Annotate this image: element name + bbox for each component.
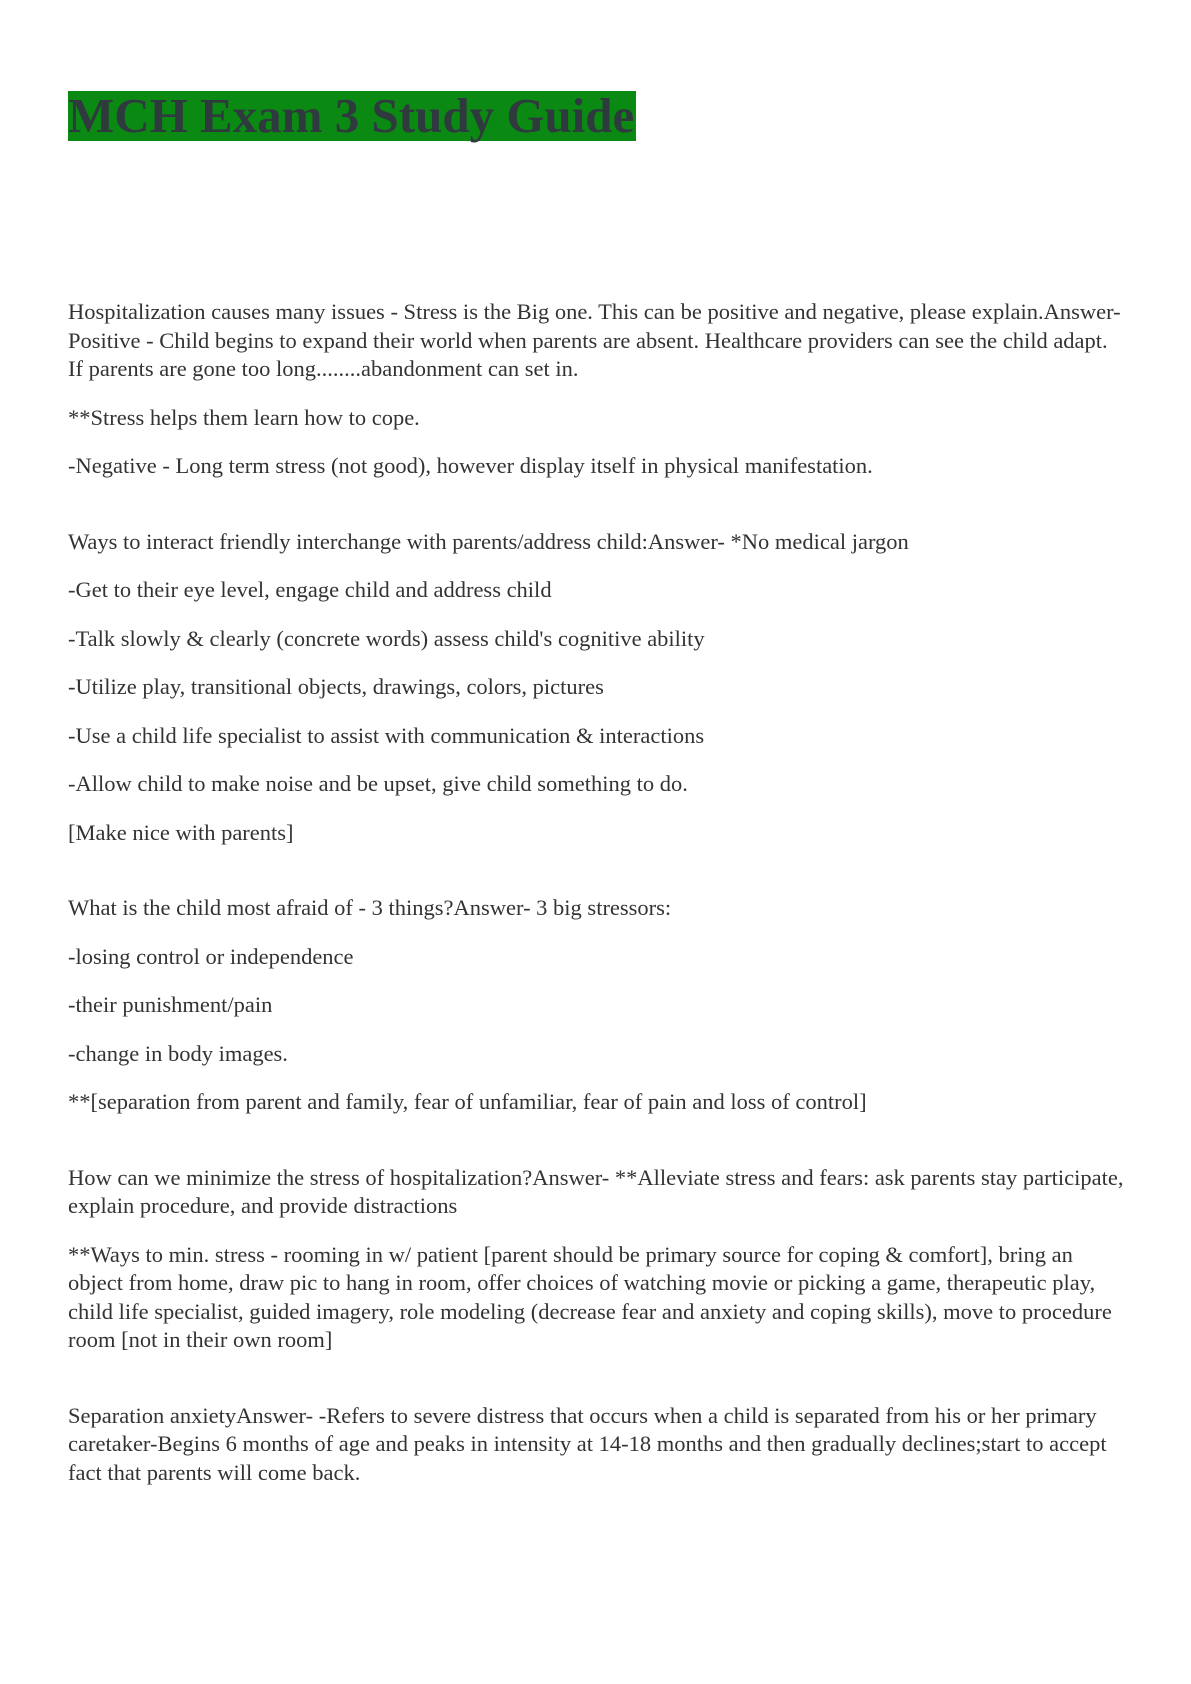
qa-block-separation-anxiety (68, 1402, 1128, 1488)
paragraph: -Get to their eye level, engage child and address child (68, 577, 552, 602)
paragraph: What is the child most afraid of - 3 things?Answer- 3 big stressors: (68, 895, 672, 920)
paragraph: -Talk slowly & clearly (concrete words) assess child's cognitive ability (68, 625, 705, 651)
title-wrapper (68, 88, 636, 143)
paragraph: -losing control or independence (68, 943, 354, 969)
paragraph: -Use a child life specialist to assist with communication & interactions (68, 722, 705, 748)
qa-block-interact-parents (68, 528, 1128, 848)
paragraph: Hospitalization causes many issues - Stress is the Big one. This can be positive and negative, please explain.Answer- Positive - Child begins to expand their world when parents are absent. Healthcare providers can see the child adapt. If parents are gone too long........abandonment can set in. (68, 299, 1121, 381)
paragraph: **[separation from parent and family, fear of unfamiliar, fear of pain and loss of control] (68, 1089, 867, 1114)
paragraph: **Stress helps them learn how to cope. (68, 404, 420, 430)
qa-block-minimize-stress (68, 1164, 1128, 1355)
paragraph: -change in body images. (68, 1040, 288, 1066)
paragraph: Separation anxietyAnswer- -Refers to severe distress that occurs when a child is separated from his or her primary caretaker-Begins 6 months of age and peaks in intensity at 14-18 months and then gradually declines;start to accept fact that parents will come back. (68, 1402, 1107, 1485)
paragraph: How can we minimize the stress of hospitalization?Answer- **Alleviate stress and fears: ask parents stay participate, explain procedure, and provide distractions (68, 1164, 1124, 1218)
document-content (68, 298, 1128, 1507)
paragraph: Ways to interact friendly interchange with parents/address child:Answer- *No medical jargon (68, 528, 909, 554)
paragraph: [Make nice with parents] (68, 819, 294, 845)
paragraph: -their punishment/pain (68, 992, 273, 1017)
qa-block-hospitalization-stress (68, 298, 1128, 481)
page-title: MCH Exam 3 Study Guide (68, 88, 635, 143)
paragraph: -Utilize play, transitional objects, drawings, colors, pictures (68, 674, 604, 699)
paragraph: **Ways to min. stress - rooming in w/ patient [parent should be primary source for coping & comfort], bring an object from home, draw pic to hang in room, offer choices of watching movie or picking a game, therapeutic play, child life specialist, guided imagery, role modeling (decrease fear and anxiety and coping skills), move to procedure room [not in their own room] (68, 1241, 1112, 1352)
paragraph: -Allow child to make noise and be upset, give child something to do. (68, 771, 688, 796)
qa-block-child-fears (68, 894, 1128, 1117)
paragraph: -Negative - Long term stress (not good), however display itself in physical manifestation. (68, 453, 873, 478)
